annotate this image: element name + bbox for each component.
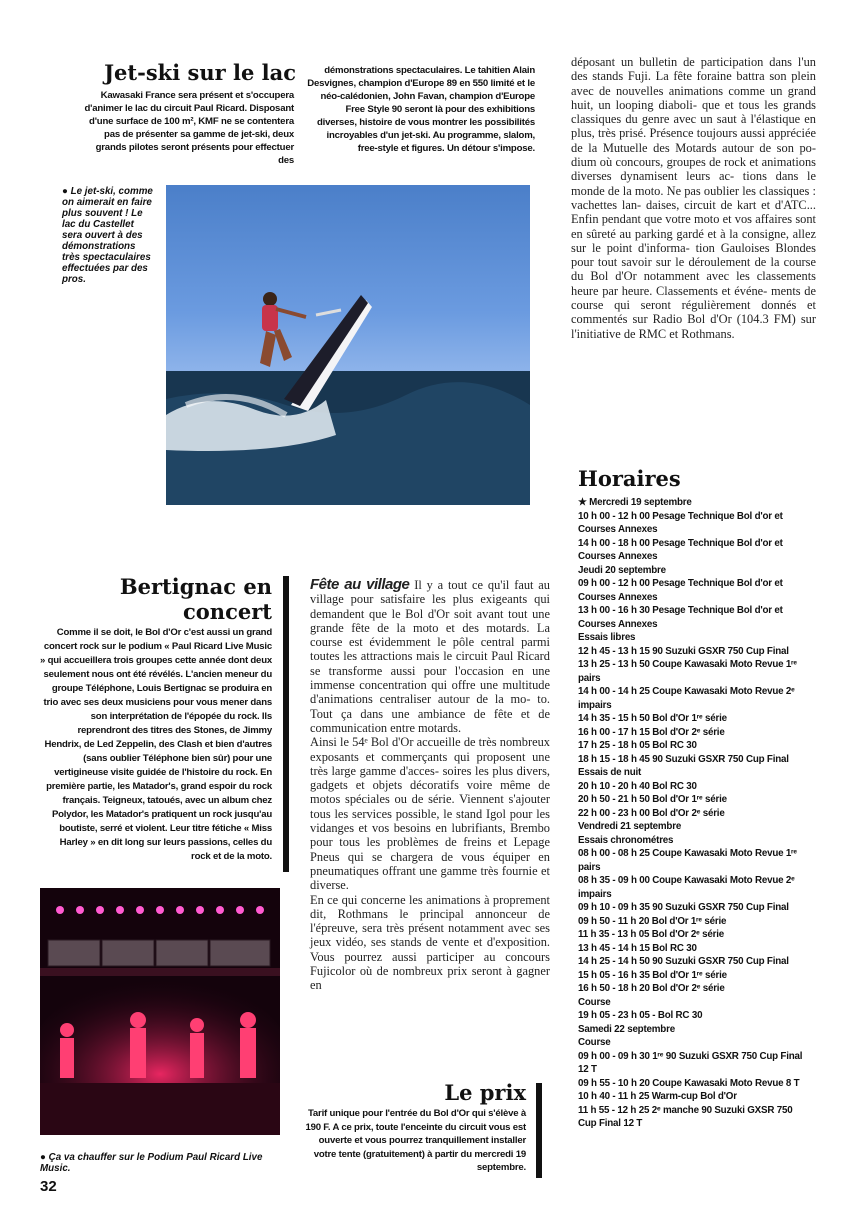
bertignac-rule xyxy=(283,576,289,872)
schedule-line: 22 h 00 - 23 h 00 Bol d'Or 2ᵉ série xyxy=(578,807,725,819)
schedule-line: 13 h 45 - 14 h 15 Bol RC 30 xyxy=(578,942,697,954)
jetski-text-col1: Kawasaki France sera présent et s'occupera d'animer le lac du circuit Paul Ricard. Disposant d'une surface de 100 m², KMF ne se contentera pas de présenter sa gamme de jet-ski, deux grands pilotes seront présents pour effectuer des xyxy=(84,90,294,166)
schedule-line: 12 h 45 - 13 h 15 90 Suzuki GSXR 750 Cup Final xyxy=(578,645,789,657)
fete-paragraph-2: Ainsi le 54ᵉ Bol d'Or accueille de très nombreux exposants et commerçants qui proposent une très large gamme d'acces- soires les plus divers, gadgets et objets décoratifs voire même de motos spéciales ou de série. Viennent s'ajouter tous les services possible, le stand Igol pour les vidanges et vos besoins en lubrifiants, Brembo pour tous les problèmes de freins et Lepage Pneus qui se chargera de vous équiper en pneumatiques offrant une gamme très fournie et diverse. xyxy=(310,735,550,893)
fete-paragraph-3: En ce qui concerne les animations à proprement dit, Rothmans le principal annonceur de l'épreuve, sera très présent notamment avec ses jeux vidéo, ses stands de vente et d'exposition. Vous pourrez aussi participer au concours Fujicolor où de nombreux prix seront à gagner en xyxy=(310,892,550,993)
schedule-line: 09 h 50 - 11 h 20 Bol d'Or 1ʳᵉ série xyxy=(578,915,727,927)
prix-rule xyxy=(536,1083,542,1178)
schedule-line: 13 h 00 - 16 h 30 Pesage Technique Bol d'or et Courses Annexes xyxy=(578,605,783,630)
jetski-title: Jet-ski sur le lac xyxy=(104,60,296,85)
prix-title: Le prix xyxy=(444,1080,526,1105)
jetski-text-col2: démonstrations spectaculaires. Le tahitien Alain Desvignes, champion d'Europe 89 en 550 limité et le néo-calédonien, John Favan, champion d'Europe Free Style 90 seront là pour des exhibitions diverses, histoire de vous montrer les possibilités incroyables d'un jet-ski. Au programme, slalom, free-style et figures. Un détour s'impose. xyxy=(307,65,535,154)
schedule-line: 14 h 35 - 15 h 50 Bol d'Or 1ʳᵉ série xyxy=(578,713,727,724)
schedule-line: Samedi 22 septembre xyxy=(578,1023,675,1035)
schedule-line: Essais de nuit xyxy=(578,767,642,778)
schedule-line: 10 h 40 - 11 h 25 Warm-cup Bol d'Or xyxy=(578,1091,737,1102)
schedule-line: 16 h 50 - 18 h 20 Bol d'Or 2ᵉ série xyxy=(578,983,725,994)
fete-lead: Fête au village xyxy=(310,576,410,593)
fete-article xyxy=(310,578,550,993)
bertignac-text: Comme il se doit, le Bol d'Or c'est aussi un grand concert rock sur le podium « Paul Ricard Live Music » qui accueillera trois groupes cette année dont deux seulement nous ont été révélés. L'ancien meneur du groupe Téléphone, Louis Bertignac se produira en trio avec ses deux musiciens pour vous mener dans son interprétation de l'épopée du rock. Ils reprendront des titres des Stones, de Jimmy Hendrix, de Led Zeppelin, des Clash et bien d'autres (sans oublier Téléphone bien sûr) pour une vertigineuse visite guidée de l'histoire du rock. En première partie, les Matador's, grand espoir du rock français. Teigneux, tatoués, avec un album chez Polydor, les Matador's pratiquent un rock jusqu'au boutiste, serré et violent. Leur titre fétiche « Miss Harley » en dit long sur leurs passions, celles du rock et de la moto. xyxy=(40,627,272,862)
concert-photo xyxy=(40,888,280,1135)
schedule-line: 08 h 35 - 09 h 00 Coupe Kawasaki Moto Revue 2ᵉ impairs xyxy=(578,875,795,900)
jetski-photo xyxy=(166,185,530,505)
schedule-line: ★ Mercredi 19 septembre xyxy=(578,497,692,508)
schedule-line: 10 h 00 - 12 h 00 Pesage Technique Bol d'or et Courses Annexes xyxy=(578,510,783,535)
schedule-line: 09 h 10 - 09 h 35 90 Suzuki GSXR 750 Cup Final xyxy=(578,902,789,913)
right-column-text: déposant un bulletin de participation dans l'un des stands Fuji. La fête foraine battra son plein avec de nouvelles animations comme un grand huit, un looping diaboli- que et tous les grands classiques du genre avec un saut à l'élastique en plus, très prisé. Présence toujours aussi appréciée de la Mutuelle des Motards autour de son po- dium où concours, groupes de rock et animations diverses dynamisent leurs ac- tions dans le monde de la moto. Ne pas oublier les classiques : vachettes lan- daises, circuit de kart et d'ATC... Enfin pendant que votre moto et vos affaires sont en sûreté au parking gardé et à la consigne, allez sur le point d'informa- tion Gauloises Blondes pour tout savoir sur le déroulement de la course du Bol d'Or notamment avec les classements heure par heure. Classements et événe- ments de course qui seront régulièrement donnés et commentés sur Radio Bol d'Or (104.3 FM) sur l'initiative de RMC et Rothmans. xyxy=(571,55,816,341)
schedule-line: 13 h 25 - 13 h 50 Coupe Kawasaki Moto Revue 1ʳᵉ pairs xyxy=(578,659,797,684)
schedule-line: 14 h 00 - 18 h 00 Pesage Technique Bol d'or et Courses Annexes xyxy=(578,537,783,562)
schedule-line: 14 h 25 - 14 h 50 90 Suzuki GSXR 750 Cup Final xyxy=(578,956,789,967)
schedule-line: 09 h 55 - 10 h 20 Coupe Kawasaki Moto Revue 8 T xyxy=(578,1077,800,1089)
bertignac-title xyxy=(60,574,272,624)
schedule-line: 15 h 05 - 16 h 35 Bol d'Or 1ʳᵉ série xyxy=(578,969,727,981)
fete-text-1: Il y a tout ce qu'il faut au village pour satisfaire les plus exigeants qui demandent que le Bol d'Or soit avant tout une grande fête de la moto et des motards. La course est évidemment le pôle central parmi toutes les attractions mais le circuit Paul Ricard se transforme aussi pour l'occasion en une immense concentration qui offre une multitude d'animations centraliser autour de la mo- to. Tout ça dans une ambiance de fête et de communication entre motards. xyxy=(310,578,550,735)
page-number: 32 xyxy=(40,1178,57,1195)
bertignac-title-line2: concert xyxy=(183,599,272,624)
schedule-line: 17 h 25 - 18 h 05 Bol RC 30 xyxy=(578,740,697,751)
schedule-line: 20 h 10 - 20 h 40 Bol RC 30 xyxy=(578,780,697,792)
schedule-line: Essais libres xyxy=(578,632,636,643)
prix-text: Tarif unique pour l'entrée du Bol d'Or qui s'élève à 190 F. A ce prix, toute l'enceinte du circuit vous est ouverte et vous pourrez tranquillement installer votre tente (gratuitement) à partir du mercredi 19 septembre. xyxy=(305,1108,526,1173)
schedule-line: 16 h 00 - 17 h 15 Bol d'Or 2ᵉ série xyxy=(578,726,725,738)
schedule-line: Course xyxy=(578,1037,611,1048)
bertignac-title-line1: Bertignac en xyxy=(119,574,272,599)
horaires-schedule xyxy=(578,496,804,1131)
schedule-line: Jeudi 20 septembre xyxy=(578,564,666,576)
schedule-line: 20 h 50 - 21 h 50 Bol d'Or 1ʳᵉ série xyxy=(578,794,727,805)
schedule-line: Vendredi 21 septembre xyxy=(578,821,682,832)
schedule-line: 09 h 00 - 09 h 30 1ʳᵉ 90 Suzuki GSXR 750 Cup Final 12 T xyxy=(578,1050,803,1075)
horaires-title: Horaires xyxy=(578,466,681,491)
schedule-line: 19 h 05 - 23 h 05 - Bol RC 30 xyxy=(578,1010,703,1021)
jetski-caption: ● Le jet-ski, comme on aimerait en faire plus souvent ! Le lac du Castellet sera ouvert à des démonstrations très spectaculaires effectuées par des pros. xyxy=(62,186,153,285)
schedule-line: Course xyxy=(578,996,611,1008)
schedule-line: 08 h 00 - 08 h 25 Coupe Kawasaki Moto Revue 1ʳᵉ pairs xyxy=(578,848,797,873)
schedule-line: 09 h 00 - 12 h 00 Pesage Technique Bol d'or et Courses Annexes xyxy=(578,578,783,603)
schedule-line: 14 h 00 - 14 h 25 Coupe Kawasaki Moto Revue 2ᵉ impairs xyxy=(578,686,795,711)
schedule-line: 18 h 15 - 18 h 45 90 Suzuki GSXR 750 Cup Final xyxy=(578,753,789,765)
concert-caption: ● Ça va chauffer sur le Podium Paul Ricard Live Music. xyxy=(40,1152,263,1174)
schedule-line: 11 h 35 - 13 h 05 Bol d'Or 2ᵉ série xyxy=(578,929,725,940)
fete-paragraph-1 xyxy=(310,578,550,735)
schedule-line: Essais chronométres xyxy=(578,834,674,846)
schedule-line: 11 h 55 - 12 h 25 2ᵉ manche 90 Suzuki GXSR 750 Cup Final 12 T xyxy=(578,1104,793,1129)
